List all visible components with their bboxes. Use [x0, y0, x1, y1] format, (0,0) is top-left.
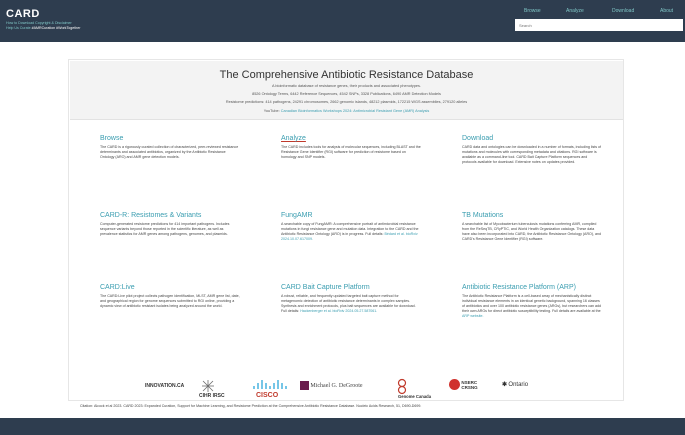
section-browse — [100, 135, 240, 160]
nav-about[interactable]: About — [660, 8, 674, 14]
section-card-live — [100, 284, 240, 309]
hero-tagline: A bioinformatic database of resistance genes, their products and associated phenotypes. — [271, 84, 421, 88]
section-bait-capture — [281, 284, 421, 314]
nserc-logo[interactable] — [449, 379, 481, 390]
cisco-logo[interactable] — [250, 378, 290, 400]
bottom-bar — [0, 418, 685, 435]
hero-resistome-stats: Resistome predictions: 414 pathogens, 24291 chromosomes, 2662 genomic islands, 48212 plasmids, 172215 WGS assemblies, 279120 alleles — [225, 100, 468, 104]
ontario-logo-icon: ✱ — [502, 382, 508, 388]
ontario-logo[interactable] — [502, 381, 528, 388]
hero-youtube — [70, 109, 623, 113]
ontario-logo-text: Ontario — [508, 382, 529, 388]
youtube-label: YouTube: — [263, 109, 280, 113]
arp-heading[interactable]: Antibiotic Resistance Platform (ARP) — [462, 284, 576, 291]
degroote-logo[interactable] — [300, 381, 363, 390]
bait-capture-text: A robust, reliable, and frequently updated targeted bait capture method for metagenomic detection of antibiotic resistance determinants in complex samples. Synthesis and enrichment protocols, plus bait sequences are available for download. Full details: — [281, 294, 416, 313]
bait-capture-heading[interactable]: CARD Bait Capture Platform — [281, 284, 370, 291]
hero-stats: 8526 Ontology Terms, 6442 Reference Sequences, 4542 SNPs, 3328 Publications, 6490 AMR Detection Models — [252, 92, 441, 96]
analyze-heading[interactable]: Analyze — [281, 135, 306, 142]
browse-description: The CARD is a rigorously curated collection of characterized, peer-reviewed resistance determinants and associated antibiotics, organized by the Antibiotic Resistance Ontology (ARO) and AMR gene detection models. — [100, 145, 239, 159]
degroote-logo-text: Michael G. DeGroote — [310, 382, 363, 389]
nav-download[interactable]: Download — [612, 8, 635, 14]
fungamr-text: A searchable copy of FungAMR: A comprehensive portrait of antimicrobial resistance mutations in fungi resistance gene and mutation data. Integration to the CARD and the Antibiotic Resistance Ontology (ARO) is in progress. Full details: — [281, 222, 419, 236]
resistomes-heading[interactable]: CARD-R: Resistomes & Variants — [100, 212, 202, 219]
hero-banner — [70, 61, 623, 120]
resistomes-description: Computer-generated resistome predictions for 414 important pathogens. Includes sequence variants beyond those reported in the scientific literature, as well as prevalence statistics for AMR genes among pathogens, genomes, and plasmids. — [100, 222, 230, 236]
genome-canada-logo[interactable] — [396, 377, 440, 400]
page-title: The Comprehensive Antibiotic Resistance Database — [219, 69, 474, 81]
youtube-link[interactable]: Canadian Bioinformatics Workshops 2024: Antimicrobial Resistant Gene (AMR) Analysis — [280, 109, 430, 113]
cihr-logo[interactable] — [198, 378, 234, 399]
degroote-logo-icon — [300, 381, 309, 390]
browse-heading[interactable]: Browse — [100, 135, 124, 142]
arp-description — [462, 294, 602, 319]
bait-capture-citation-link[interactable]: Hackenberger et al. bioRxiv 2024.05.27.587061. — [300, 309, 378, 313]
genome-canada-logo-text: Genome Canada — [398, 394, 432, 399]
fungamr-citation-link[interactable]: Bédard et al. bioRxiv 2024.10.07.617009. — [281, 232, 418, 241]
bait-capture-description — [281, 294, 421, 314]
citation-text: Citation: Alcock et al 2023. CARD 2023: Expanded Curation, Support for Machine Learning, and Resistome Prediction at the Comprehensive Antibiotic Resistance Database. Nucleic Acids Research, 51, D690-D699. — [80, 404, 422, 408]
nav-browse[interactable]: Browse — [524, 8, 541, 14]
download-description: CARD data and ontologies can be downloaded in a number of formats, including lists of mutations and molecules with corresponding metadata and citations. RGI software is available as a command-line tool. CARD Bait Capture Platform sequences and protocols available for download. Extensive notes on updates provided. — [462, 145, 602, 164]
main-panel — [68, 59, 624, 401]
help-curate-link[interactable]: Help Us Curate — [6, 26, 31, 30]
section-fungamr — [281, 212, 421, 242]
section-analyze — [281, 135, 421, 160]
genome-canada-logo-icon — [396, 377, 440, 399]
header-sub-links — [6, 21, 80, 31]
arp-website-link[interactable]: ARP website. — [462, 314, 484, 318]
innovation-logo[interactable]: INNOVATION.CA — [145, 383, 185, 389]
cihr-logo-text: CIHR IRSC — [199, 393, 225, 398]
card-live-heading[interactable]: CARD:Live — [100, 284, 135, 291]
nserc-logo-icon — [449, 379, 460, 390]
nav-analyze[interactable]: Analyze — [566, 8, 584, 14]
top-header — [0, 0, 685, 42]
tb-mutations-heading[interactable]: TB Mutations — [462, 212, 504, 219]
fungamr-heading[interactable]: FungAMR — [281, 212, 313, 219]
hashtags: #AMRCuration #WorkTogether — [31, 26, 81, 30]
search-input[interactable] — [515, 19, 683, 31]
header-sub-line1[interactable]: How to Download Copyright & Disclaimer — [6, 21, 72, 25]
cisco-logo-text: CISCO — [256, 392, 279, 398]
arp-text: The Antibiotic Resistance Platform is a cell-based array of mechanistically distinct individual resistance elements in an identical genetic background, spanning 16 classes of antibiotics and over 100 antibiotic resistance genes (ARGs), but researchers can add their own ARGs for direct antibiotic susceptibility testing. Full details are available at the — [462, 294, 602, 313]
section-download — [462, 135, 602, 165]
download-heading[interactable]: Download — [462, 135, 494, 142]
fungamr-description — [281, 222, 421, 242]
analyze-description: The CARD includes tools for analysis of molecular sequences, including BLAST and the Resistance Gene Identifier (RGI) software for prediction of resistome based on homology and SNP models. — [281, 145, 421, 159]
section-arp — [462, 284, 602, 319]
tb-mutations-description: A searchable list of Mycobacterium tuberculosis mutations conferring AMR, compiled from the ReSeqTB, CRyPTIC, and World Health Organization catalogs. These data have also been incorporated into CARD, the Antibiotic Resistance Ontology (ARO), and CARD's Resistance Gene Identifier (RGI) software. — [462, 222, 602, 241]
nserc-logo-text: NSERC CRSNG — [461, 379, 478, 390]
section-tb-mutations — [462, 212, 602, 242]
card-live-description: The CARD:Live pilot project collects pathogen identification, MLST, AMR gene list, date, and geographical region for genome sequences submitted to RGI online, providing a dynamic view of antibiotic resistant isolates being analyzed around the world. — [100, 294, 240, 308]
cisco-logo-icon — [250, 378, 290, 398]
cihr-logo-icon — [198, 378, 234, 398]
section-resistomes — [100, 212, 240, 237]
brand-logo-text[interactable]: CARD — [6, 8, 40, 20]
